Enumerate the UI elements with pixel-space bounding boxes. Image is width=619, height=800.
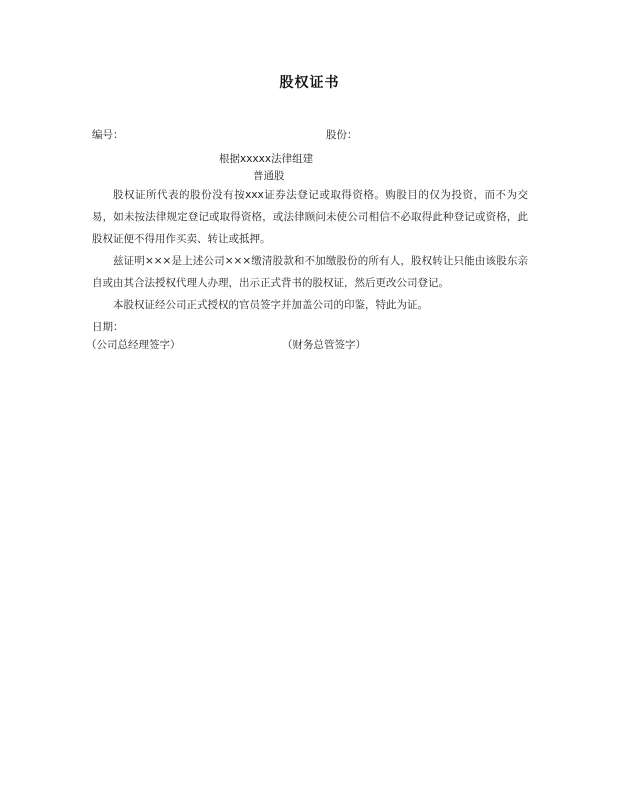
paragraph-authorization: 本股权证经公司正式授权的官员签字并加盖公司的印鉴，特此为证。: [113, 299, 428, 311]
document-title: 股权证书: [279, 75, 340, 91]
paragraph-registration: 股权证所代表的股份没有按xxx证券法登记或取得资格。购股目的仅为投资，而不为交易，如未按法律规定登记或取得资格，或法律顾问未使公司相信不必取得此种登记或资格，此股权证便不得用作买卖、转让或抵押。: [92, 189, 528, 245]
basis-line: 根据xxxxx法律组建: [219, 153, 314, 165]
number-label: 编号：: [92, 129, 124, 141]
finance-signature-label: （财务总管签字）: [282, 339, 366, 351]
gm-signature-label: （公司总经理签字）: [86, 339, 181, 351]
paragraph-ownership: 兹证明×××是上述公司×××缴清股款和不加缴股份的所有人，股权转让只能由该股东亲自或由其合法授权代理人办理，出示正式背书的股权证，然后更改公司登记。: [92, 255, 528, 289]
shares-label: 股份：: [326, 129, 358, 141]
date-label: 日期：: [92, 321, 124, 333]
share-type: 普通股: [253, 170, 285, 182]
